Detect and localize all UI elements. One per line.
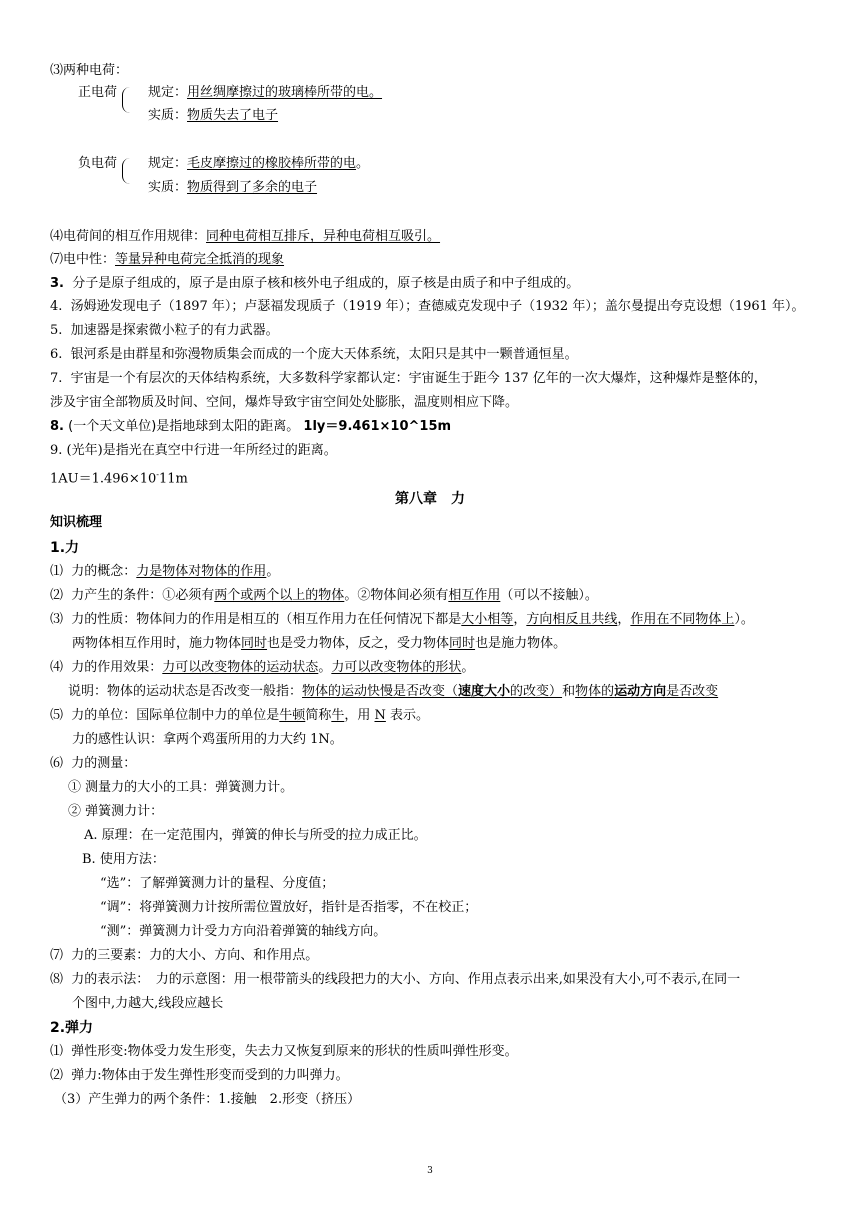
force-representation: ⑻ 力的表示法： 力的示意图：用一根带箭头的线段把力的大小、方向、作用点表示出来,如果没有大小,可不表示,在同一	[50, 972, 741, 987]
usage-select: “选”：了解弹簧测力计的量程、分度值；	[100, 876, 335, 891]
negative-charge-rule: 规定：毛皮摩擦过的橡胶棒所带的电。	[148, 156, 370, 171]
item-7: 7. 宇宙是一个有层次的天体结构系统，大多数科学家都认定：宇宙诞生于距今 137 亿年的一次大爆炸，这种爆炸是整体的，	[50, 371, 767, 386]
electric-neutrality: ⑺电中性：等量异种电荷完全抵消的现象	[50, 252, 285, 267]
force-three-elements: ⑺ 力的三要素：力的大小、方向、和作用点。	[50, 948, 319, 963]
force-unit: ⑸ 力的单位：国际单位制中力的单位是牛顿简称牛，用 N 表示。	[50, 708, 429, 723]
force-conditions: ⑵ 力产生的条件：①必须有两个或两个以上的物体。②物体间必须有相互作用（可以不接触）。	[50, 588, 598, 603]
force-nature: ⑶ 力的性质：物体间力的作用是相互的（相互作用力在任何情况下都是大小相等，方向相反且共线，作用在不同物体上）。	[50, 612, 754, 627]
item-4: 4. 汤姆逊发现电子（1897 年）；卢瑟福发现质子（1919 年）；查德威克发现中子（1932 年）；盖尔曼提出夸克设想（1961 年）。	[50, 299, 805, 314]
item-8: 8. (一个天文单位)是指地球到太阳的距离。 1ly＝9.461×10^15m	[50, 419, 452, 434]
item-3: 3. 分子是原子组成的，原子是由原子核和核外电子组成的，原子核是由质子和中子组成的。	[50, 276, 580, 291]
chapter-title: 第八章 力	[395, 491, 465, 507]
negative-charge-brace	[122, 158, 130, 184]
usage-measure: “测”：弹簧测力计受力方向沿着弹簧的轴线方向。	[100, 924, 387, 939]
negative-charge-essence: 实质：物质得到了多余的电子	[148, 180, 318, 195]
positive-charge-rule: 规定：用丝绸摩擦过的玻璃棒所带的电。	[148, 85, 383, 100]
positive-charge-essence: 实质：物质失去了电子	[148, 108, 279, 123]
positive-charge-label: 正电荷	[78, 85, 118, 100]
force-effects-note: 说明：物体的运动状态是否改变一般指：物体的运动快慢是否改变（速度大小的改变）和物体的运动方向是否改变	[68, 684, 719, 699]
section-force-heading: 1.力	[50, 540, 80, 556]
usage-adjust: “调”：将弹簧测力计按所需位置放好，指针是否指零，不在校正；	[100, 900, 478, 915]
elastic-deformation: ⑴ 弹性形变:物体受力发生形变，失去力又恢复到原来的形状的性质叫弹性形变。	[50, 1044, 518, 1059]
item-5: 5. 加速器是探索微小粒子的有力武器。	[50, 323, 279, 338]
negative-charge-label: 负电荷	[78, 156, 118, 171]
spring-scale-usage: B. 使用方法：	[82, 852, 165, 867]
spring-scale-principle: A. 原理：在一定范围内，弹簧的伸长与所受的拉力成正比。	[84, 828, 427, 843]
force-perception: 力的感性认识：拿两个鸡蛋所用的力大约 1N。	[72, 732, 343, 747]
section-elastic-heading: 2.弹力	[50, 1020, 94, 1036]
force-nature-continued: 两物体相互作用时，施力物体同时也是受力物体，反之，受力物体同时也是施力物体。	[72, 636, 567, 651]
elastic-force: ⑵ 弹力:物体由于发生弹性形变而受到的力叫弹力。	[50, 1068, 349, 1083]
knowledge-heading: 知识梳理	[50, 515, 103, 530]
item-9: 9. (光年)是指光在真空中行进一年所经过的距离。	[50, 443, 337, 458]
astronomical-unit-value: 1AU＝1.496×10-11m	[50, 470, 188, 487]
measurement-tool: ① 测量力的大小的工具：弹簧测力计。	[68, 780, 294, 795]
page-number: 3	[427, 1166, 433, 1176]
charge-interaction-law: ⑷电荷间的相互作用规律：同种电荷相互排斥，异种电荷相互吸引。	[50, 229, 441, 244]
spring-scale: ② 弹簧测力计：	[68, 804, 164, 819]
section-two-charges-title: ⑶两种电荷：	[50, 63, 129, 78]
force-measurement: ⑹ 力的测量：	[50, 756, 137, 771]
force-effects: ⑷ 力的作用效果：力可以改变物体的运动状态。力可以改变物体的形状。	[50, 660, 475, 675]
item-6: 6. 银河系是由群星和弥漫物质集会而成的一个庞大天体系统，太阳只是其中一颗普通恒星。	[50, 347, 578, 362]
force-representation-continued: 个图中,力越大,线段应越长	[72, 996, 224, 1011]
elastic-conditions: （3）产生弹力的两个条件：1.接触 2.形变（挤压）	[54, 1092, 361, 1107]
positive-charge-brace	[122, 87, 130, 113]
force-concept: ⑴ 力的概念：力是物体对物体的作用。	[50, 564, 280, 579]
item-7-continued: 涉及宇宙全部物质及时间、空间，爆炸导致宇宙空间处处膨胀，温度则相应下降。	[50, 395, 519, 410]
